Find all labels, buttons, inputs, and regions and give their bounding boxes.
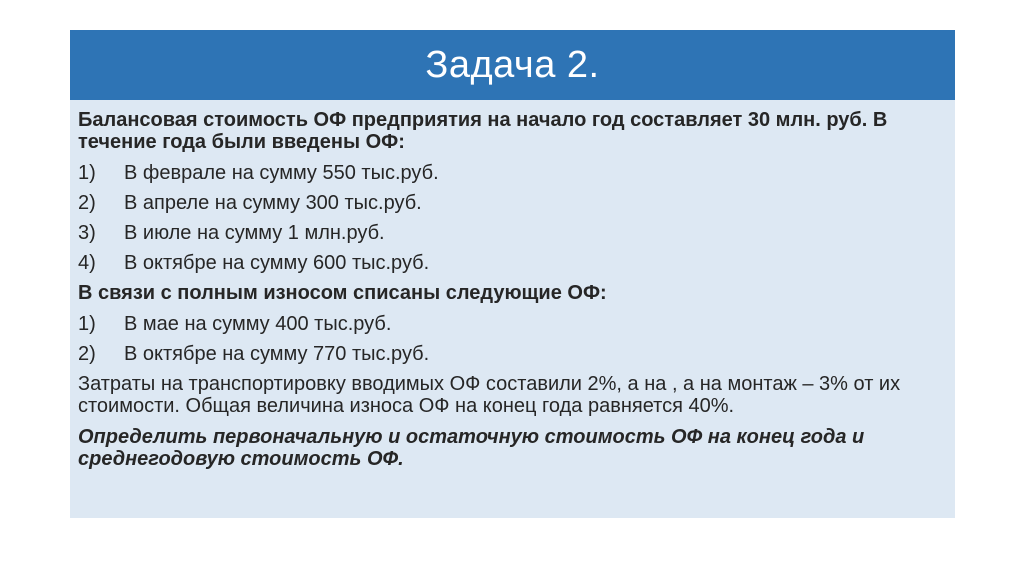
task-text: Определить первоначальную и остаточную стоимость ОФ на конец года и среднегодовую стоимость ОФ. <box>78 426 865 470</box>
list-number: 2) <box>78 192 96 214</box>
list-number: 1) <box>78 162 96 184</box>
intro-text: Балансовая стоимость ОФ предприятия на начало год составляет 30 млн. руб. В течение года были введены ОФ: <box>78 109 888 153</box>
list-text: В феврале на сумму 550 тыс.руб. <box>124 162 439 184</box>
list-text: В октябре на сумму 770 тыс.руб. <box>124 343 430 365</box>
list-item <box>78 313 941 335</box>
costs-text: Затраты на транспортировку вводимых ОФ составили 2%, а на , а на монтаж – 3% от их стоимости. Общая величина износа ОФ на конец года равняется 40%. <box>78 373 901 417</box>
list-number: 4) <box>78 252 96 274</box>
list-number: 3) <box>78 222 96 244</box>
list-text: В июле на сумму 1 млн.руб. <box>124 222 385 244</box>
list-text: В апреле на сумму 300 тыс.руб. <box>124 192 422 214</box>
list-text: В октябре на сумму 600 тыс.руб. <box>124 252 430 274</box>
list-item <box>78 222 941 244</box>
list-text: В мае на сумму 400 тыс.руб. <box>124 313 392 335</box>
list-item <box>78 192 941 214</box>
list-item <box>78 162 941 184</box>
list-item <box>78 343 941 365</box>
title-bar <box>70 30 955 100</box>
slide-title: Задача 2. <box>425 43 600 86</box>
list-number: 2) <box>78 343 96 365</box>
list-item <box>78 252 941 274</box>
list-number: 1) <box>78 313 96 335</box>
written-off-heading: В связи с полным износом списаны следующие ОФ: <box>78 282 607 304</box>
content-box <box>70 100 955 518</box>
